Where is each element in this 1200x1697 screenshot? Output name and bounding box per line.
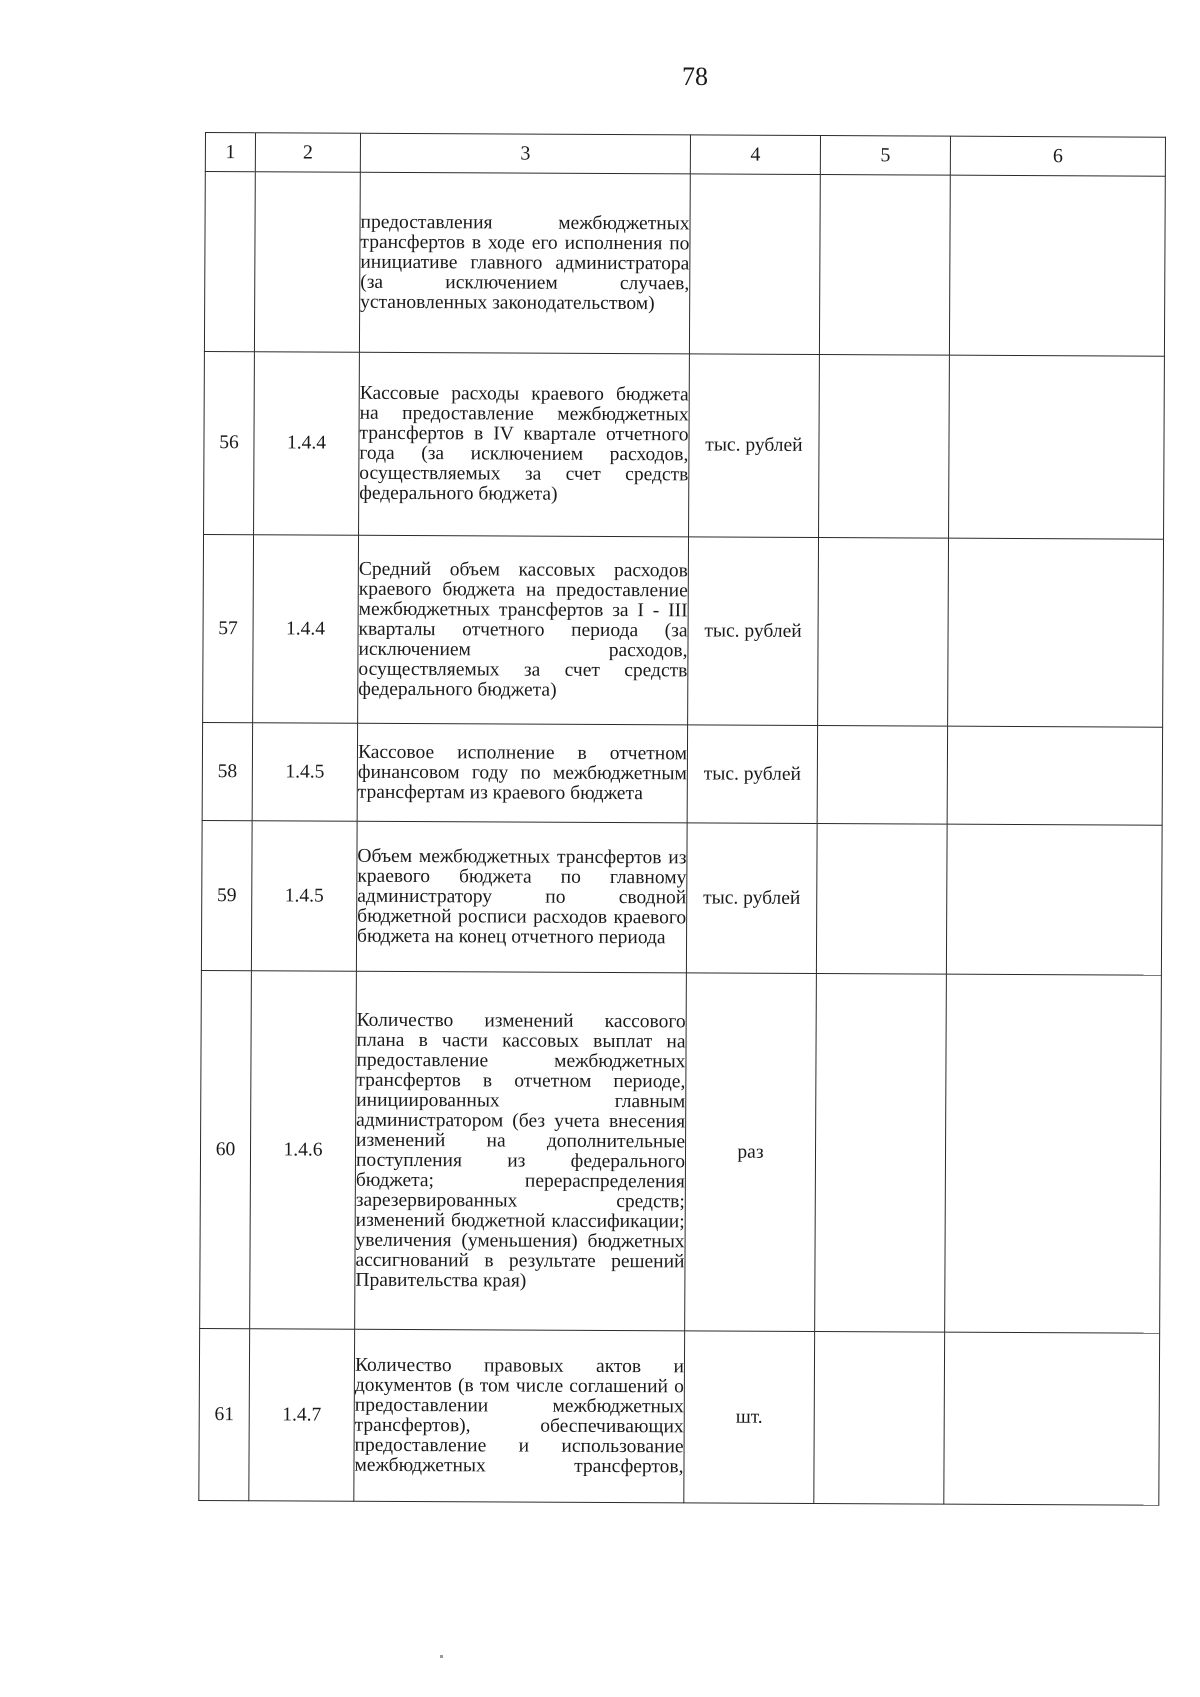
- row-unit: шт.: [684, 1331, 815, 1504]
- row-indicator: Количество правовых актов и документов (в том числе соглашений о предоставлении межбюджетных трансфертов), обеспечивающих предоставление и использование межбюджетных трансфертов,: [354, 1329, 685, 1503]
- column-header: 5: [820, 136, 950, 176]
- row-unit: тыс. рублей: [688, 537, 819, 726]
- table-row: [204, 351, 1165, 539]
- column-header: 4: [690, 135, 820, 175]
- row-number: 59: [201, 820, 252, 970]
- row-unit: тыс. рублей: [687, 725, 817, 824]
- column-header: 6: [950, 136, 1165, 176]
- row-code: 1.4.5: [252, 723, 357, 822]
- row-indicator: Количество изменений кассового плана в части кассовых выплат на предоставление межбюджетных трансфертов в отчетном периоде, инициированных главным администратором (без учета внесения изменений на дополнительные поступления из федерального бюджета; перераспределения зарезервированных средств; изменений бюджетной классификации; увеличения (уменьшения) бюджетных ассигнований в результате решений Правительства края): [355, 971, 687, 1331]
- row-indicator: Кассовые расходы краевого бюджета на предоставление межбюджетных трансфертов в IV квартале отчетного года (за исключением расходов, осуществляемых за счет средств федерального бюджета): [359, 352, 690, 537]
- table-row: [199, 1328, 1160, 1505]
- row-code: 1.4.4: [253, 535, 359, 724]
- row-cell-6: [947, 726, 1162, 825]
- row-code: 1.4.5: [251, 821, 357, 972]
- row-cell-6: [944, 1332, 1160, 1505]
- row-unit: раз: [685, 973, 817, 1332]
- row-code: 1.4.4: [254, 352, 360, 536]
- row-cell-6: [949, 355, 1165, 539]
- row-number: 61: [199, 1328, 250, 1500]
- scan-speck: [440, 1655, 443, 1658]
- row-cell-5: [814, 1331, 945, 1504]
- row-unit: [689, 174, 820, 355]
- table-row: [204, 172, 1165, 357]
- row-number: 56: [204, 351, 255, 534]
- row-cell-5: [819, 355, 950, 539]
- row-indicator: Средний объем кассовых расходов краевого бюджета на предоставление межбюджетных трансфертов за I - III кварталы отчетного периода (за исключением расходов, осуществляемых за счет средств федерального бюджета): [358, 535, 689, 725]
- row-cell-5: [819, 175, 950, 356]
- row-number: [204, 172, 255, 352]
- row-cell-6: [945, 974, 1162, 1333]
- row-cell-5: [816, 823, 947, 974]
- row-indicator: Объем межбюджетных трансфертов из краевого бюджета по главному администратору по сводной бюджетной росписи расходов краевого бюджета на конец отчетного периода: [356, 821, 687, 973]
- table-header-row: [205, 133, 1165, 177]
- row-code: [254, 172, 360, 353]
- page-number: 78: [682, 62, 708, 91]
- column-header: 3: [360, 133, 690, 174]
- table-row: [203, 534, 1164, 727]
- table-row: [200, 970, 1162, 1333]
- column-header: 1: [205, 133, 255, 172]
- row-cell-6: [949, 175, 1165, 356]
- row-unit: тыс. рублей: [686, 823, 817, 974]
- indicators-table: [198, 132, 1166, 1506]
- row-cell-6: [946, 824, 1162, 975]
- row-unit: тыс. рублей: [689, 354, 820, 538]
- row-number: 58: [202, 722, 252, 820]
- row-cell-5: [815, 973, 947, 1332]
- row-number: 57: [203, 534, 254, 722]
- row-code: 1.4.6: [250, 971, 357, 1330]
- row-cell-5: [817, 726, 947, 825]
- row-indicator: Кассовое исполнение в отчетном финансовом году по межбюджетным трансфертам из краевого бюджета: [357, 723, 687, 823]
- column-header: 2: [255, 133, 360, 173]
- row-number: 60: [200, 970, 252, 1328]
- row-indicator: предоставления межбюджетных трансфертов в ходе его исполнения по инициативе главного администратора (за исключением случаев, установленных законодательством): [359, 172, 690, 354]
- row-cell-6: [948, 538, 1164, 727]
- row-cell-5: [818, 538, 949, 727]
- table-row: [202, 722, 1162, 825]
- table-row: [201, 820, 1162, 975]
- row-code: 1.4.7: [249, 1329, 355, 1502]
